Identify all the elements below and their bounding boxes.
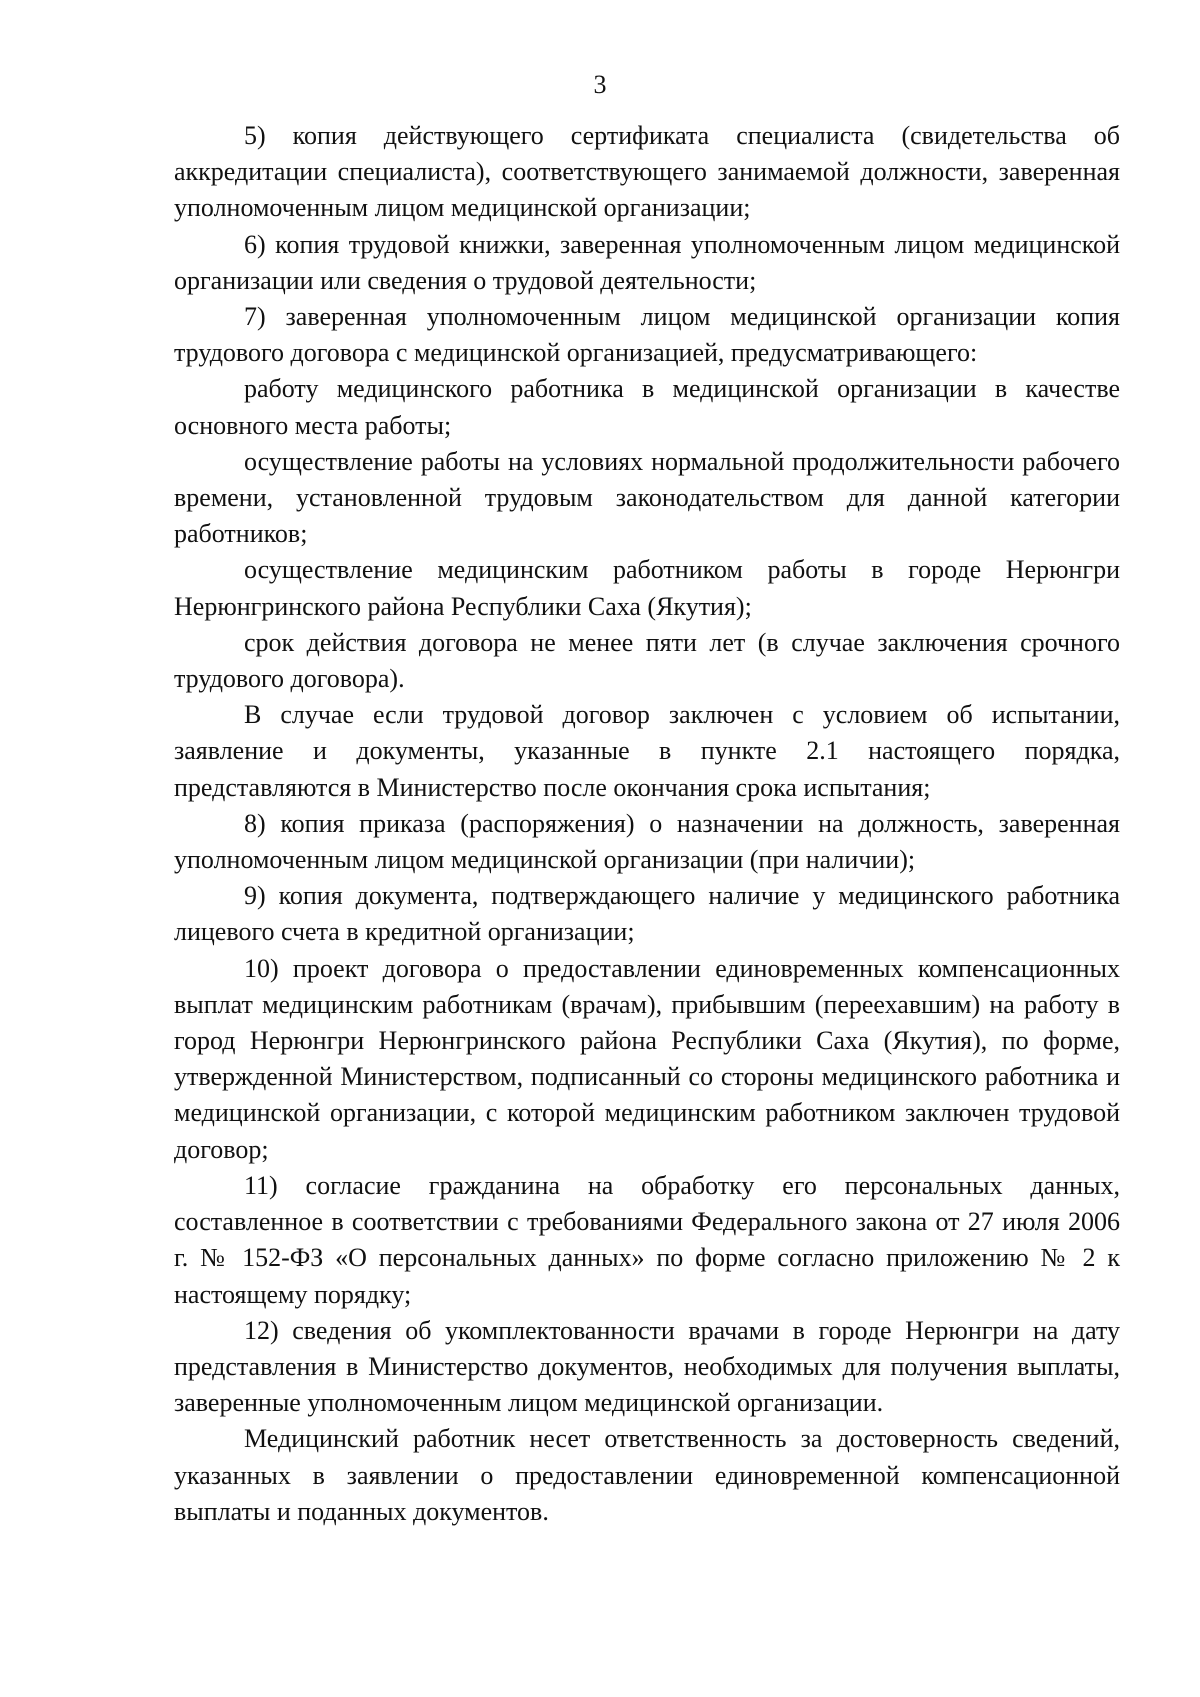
page-number: 3 (593, 70, 607, 99)
paragraph-item-10: 10) проект договора о предоставлении единовременных компенсационных выплат медицинским работникам (врачам), прибывшим (переехавшим) на работу в город Нерюнгри Нерюнгринского района Республики Саха (Якутия), по форме, утвержденной Министерством, подписанный со стороны медицинского работника и медицинской организации, с которой медицинским работником заключен трудовой договор; (174, 953, 1120, 1164)
paragraph-subitem-main-workplace: работу медицинского работника в медицинской организации в качестве основного места работы; (174, 374, 1120, 440)
paragraph-item-7: 7) заверенная уполномоченным лицом медицинской организации копия трудового договора с медицинской организацией, предусматривающего: (174, 302, 1120, 368)
paragraph-responsibility: Медицинский работник несет ответственность за достоверность сведений, указанных в заявлении о предоставлении единовременной компенсационной выплаты и поданных документов. (174, 1424, 1120, 1526)
document-body (174, 118, 1120, 1530)
paragraph-subitem-contract-term: срок действия договора не менее пяти лет (в случае заключения срочного трудового договора). (174, 627, 1120, 694)
paragraph-item-11: 11) согласие гражданина на обработку его персональных данных, составленное в соответствии с требованиями Федерального закона от 27 июля 2006 г. № 152-ФЗ «О персональных данных» по форме согласно приложению № 2 к настоящему порядку; (174, 1170, 1120, 1309)
paragraph-subitem-working-hours: осуществление работы на условиях нормальной продолжительности рабочего времени, установленной трудовым законодательством для данной категории работников; (174, 446, 1120, 549)
paragraph-item-12: 12) сведения об укомплектованности врачами в городе Нерюнгри на дату представления в Министерство документов, необходимых для получения выплаты, заверенные уполномоченным лицом медицинской организации. (174, 1315, 1120, 1418)
paragraph-item-6: 6) копия трудовой книжки, заверенная уполномоченным лицом медицинской организации или сведения о трудовой деятельности; (174, 229, 1120, 295)
paragraph-subitem-work-location: осуществление медицинским работником работы в городе Нерюнгри Нерюнгринского района Республики Саха (Якутия); (174, 555, 1120, 621)
paragraph-probation-note: В случае если трудовой договор заключен с условием об испытании, заявление и документы, указанные в пункте 2.1 настоящего порядка, представляются в Министерство после окончания срока испытания; (174, 700, 1120, 802)
paragraph-item-9: 9) копия документа, подтверждающего наличие у медицинского работника лицевого счета в кредитной организации; (174, 881, 1120, 947)
paragraph-item-8: 8) копия приказа (распоряжения) о назначении на должность, заверенная уполномоченным лицом медицинской организации (при наличии); (174, 808, 1120, 875)
paragraph-item-5: 5) копия действующего сертификата специалиста (свидетельства об аккредитации специалиста), соответствующего занимаемой должности, заверенная уполномоченным лицом медицинской организации; (174, 121, 1120, 223)
